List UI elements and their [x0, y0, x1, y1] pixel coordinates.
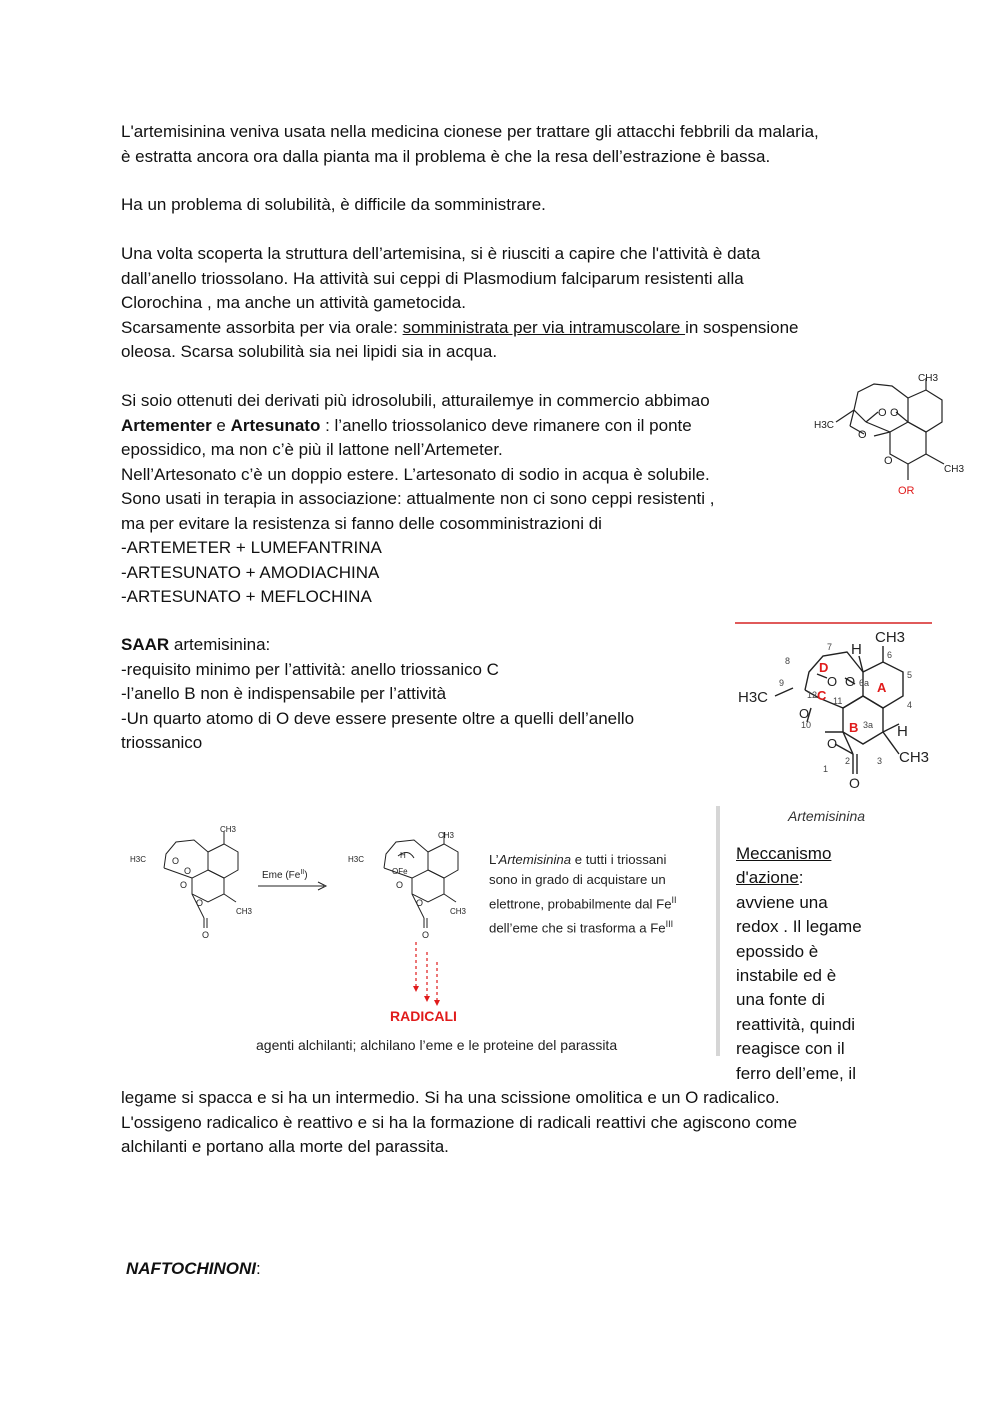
mech-o-1b: O: [184, 866, 192, 876]
mech-ofe-2: OFe: [392, 867, 408, 876]
structure-underlined: somministrata per via intramuscolare: [402, 317, 686, 337]
mechanism-title-2: d'azione: [736, 868, 799, 888]
mechanism-caption: L’Artemisinina e tutti i triossani sono in grado di acquistare un elettrone, probabilmente dal $Fe^{II}$ dell’eme che si trasforma a $Fe^{III}$: [489, 852, 677, 936]
mechanism-continuation: legame si spacca e si ha un intermedio. Si ha una scissione omolitica e un O radicalico. L'ossigeno radicalico è reattivo e si ha la formazione di radicali reattivi che agiscono come alchilanti e portano alla morte del parassita.: [121, 1088, 798, 1156]
atom-number-4: 4: [907, 700, 913, 710]
artemisinina-ch3-bottom: CH3: [899, 749, 930, 766]
ring-a-label: A: [877, 680, 887, 695]
structure-line-4-pre: Scarsamente assorbita per via orale:: [121, 317, 403, 337]
derivatives-paragraph: [121, 389, 881, 610]
intro-paragraph: [121, 120, 881, 169]
solubility-paragraph: [121, 193, 881, 218]
derivative-o-2: O: [890, 407, 899, 419]
mech-ch3-2b: CH3: [450, 907, 467, 916]
structure-line-3: Clorochina , ma anche un attività gametocida.: [121, 293, 466, 312]
atom-number-12: 12: [807, 690, 818, 700]
artemisinina-o-1: O: [827, 674, 838, 689]
artemisinina-o-3: O: [799, 706, 810, 721]
mech-o-1e: O: [202, 930, 210, 940]
artemisinina-structure-figure: [735, 626, 935, 794]
atom-number-11: 11: [833, 696, 843, 706]
intro-line-1: L'artemisinina veniva usata nella medicina cionese per trattare gli attacchi febbrili da malaria,: [121, 122, 819, 141]
derivative-or: OR: [898, 485, 915, 497]
red-divider: [735, 622, 932, 624]
saar-bold: SAAR: [121, 635, 170, 654]
atom-number-2: 2: [845, 756, 851, 766]
saar-item-1: -requisito minimo per l’attività: anello triossanico C: [121, 659, 499, 679]
atom-number-9: 9: [779, 678, 785, 688]
mech-o-2e: O: [422, 930, 430, 940]
combo-1: -ARTEMETER + LUMEFANTRINA: [121, 538, 382, 557]
mechanism-side-text: Meccanismo d'azione: avviene una redox . Il legame epossido è instabile ed è una fonte di reattività, quindi reagisce con il ferro dell’eme, il: [736, 842, 886, 1086]
mech-h3c-2: H3C: [348, 855, 365, 864]
mech-o-1a: O: [172, 856, 180, 866]
derivatives-line-4: Nell’Artesonato c’è un doppio estere. L’artesonato di sodio in acqua è solubile.: [121, 464, 710, 484]
ring-c-label: C: [817, 688, 827, 703]
atom-number-3: 3: [877, 756, 883, 766]
derivatives-line-5: Sono usati in terapia in associazione: attualmente non ci sono ceppi resistenti ,: [121, 489, 715, 508]
figure-divider: [716, 806, 720, 1056]
structure-line-5: oleosa. Scarsa solubilità sia nei lipidi sia in acqua.: [121, 342, 498, 361]
atom-number-6a: 6a: [859, 678, 870, 688]
mech-o-2c: O: [396, 880, 404, 890]
mech-o-2d: O: [416, 898, 424, 908]
derivatives-line-1: Si soio ottenuti dei derivati più idrosolubili, atturailemye in commercio abbimao: [121, 391, 710, 410]
artesunato-bold: Artesunato: [230, 415, 321, 435]
agenti-label: agenti alchilanti; alchilano l’eme e le proteine del parassita: [256, 1037, 618, 1053]
radicali-label: RADICALI: [390, 1008, 457, 1024]
atom-number-1: 1: [823, 764, 829, 774]
naftochinoni-heading: NAFTOCHINONI:: [126, 1259, 261, 1278]
mech-ch3-1b: CH3: [236, 907, 253, 916]
artemisinina-caption: Artemisinina: [788, 808, 866, 824]
derivative-ch3-right: CH3: [944, 464, 965, 475]
mechanism-title-1: Meccanismo: [736, 844, 832, 863]
artemisinina-italic: Artemisinina: [498, 852, 572, 867]
atom-number-10: 10: [801, 720, 812, 730]
structure-line-4-post: in sospensione: [685, 317, 799, 337]
atom-number-5: 5: [907, 670, 913, 680]
ring-d-label: D: [819, 660, 829, 675]
mechanism-figure: [128, 822, 488, 1012]
mech-o-1c: O: [180, 880, 188, 890]
artementer-bold: Artementer: [121, 415, 212, 435]
mech-h3c-1: H3C: [130, 855, 147, 864]
derivatives-line-6: ma per evitare la resistenza si fanno delle cosomministrazioni di: [121, 513, 602, 533]
artemisinina-o-carbonyl: O: [849, 775, 860, 791]
structure-paragraph: [121, 242, 881, 365]
mech-h-2: H: [400, 851, 406, 860]
artemisinina-h3c: H3C: [738, 689, 769, 706]
intro-line-2: è estratta ancora ora dalla pianta ma il problema è che la resa dell’estrazione è bassa.: [121, 146, 771, 166]
derivative-structure-figure: [808, 368, 968, 500]
atom-number-7: 7: [827, 642, 833, 652]
derivative-o-1: O: [878, 407, 887, 419]
saar-item-3: -Un quarto atomo di O deve essere presente oltre a quelli dell’anello: [121, 708, 635, 728]
combo-3: -ARTESUNATO + MEFLOCHINA: [121, 587, 372, 606]
saar-item-2: -l’anello B non è indispensabile per l’attività: [121, 684, 447, 703]
structure-line-4: [121, 316, 881, 341]
derivative-o-4: O: [884, 455, 893, 467]
structure-line-2: dall’anello triossolano. Ha attività sui ceppi di Plasmodium falciparum resistenti alla: [121, 268, 744, 288]
derivative-o-3: O: [858, 429, 867, 441]
artemisinina-o-2: O: [845, 674, 856, 689]
combo-2: -ARTESUNATO + AMODIACHINA: [121, 562, 380, 582]
mech-o-1d: O: [196, 898, 204, 908]
atom-number-6: 6: [887, 650, 893, 660]
derivative-h3c: H3C: [814, 420, 835, 431]
naftochinoni-title: NAFTOCHINONI: [126, 1259, 257, 1278]
artemisinina-h-top: H: [851, 641, 862, 658]
structure-line-1: Una volta scoperta la struttura dell’artemisina, si è riusciti a capire che l'attività è data: [121, 244, 761, 263]
derivatives-line-3: epossidico, ma non c’è più il lattone nell’Artemeter.: [121, 440, 503, 459]
atom-number-8: 8: [785, 656, 791, 666]
ring-b-label: B: [849, 720, 859, 735]
artemisinina-ch3-top: CH3: [875, 629, 906, 646]
mech-ch3-1a: CH3: [220, 825, 237, 834]
derivative-ch3-top: CH3: [918, 373, 939, 384]
artemisinina-h-right: H: [897, 723, 908, 740]
derivatives-and: e: [211, 415, 231, 435]
saar-item-3b: triossanico: [121, 733, 203, 752]
mech-ch3-2a: CH3: [438, 831, 455, 840]
solubility-line: Ha un problema di solubilità, è difficile da somministrare.: [121, 195, 546, 214]
artemisinina-o-4: O: [827, 736, 838, 751]
derivatives-line-2-post: : l’anello triossolanico deve rimanere con il ponte: [320, 415, 692, 435]
saar-title-post: artemisinina:: [169, 635, 271, 654]
derivatives-line-2: [121, 414, 881, 439]
atom-number-3a: 3a: [863, 720, 874, 730]
mech-arrow-label: Eme $(Fe^{II})$: [262, 869, 308, 881]
